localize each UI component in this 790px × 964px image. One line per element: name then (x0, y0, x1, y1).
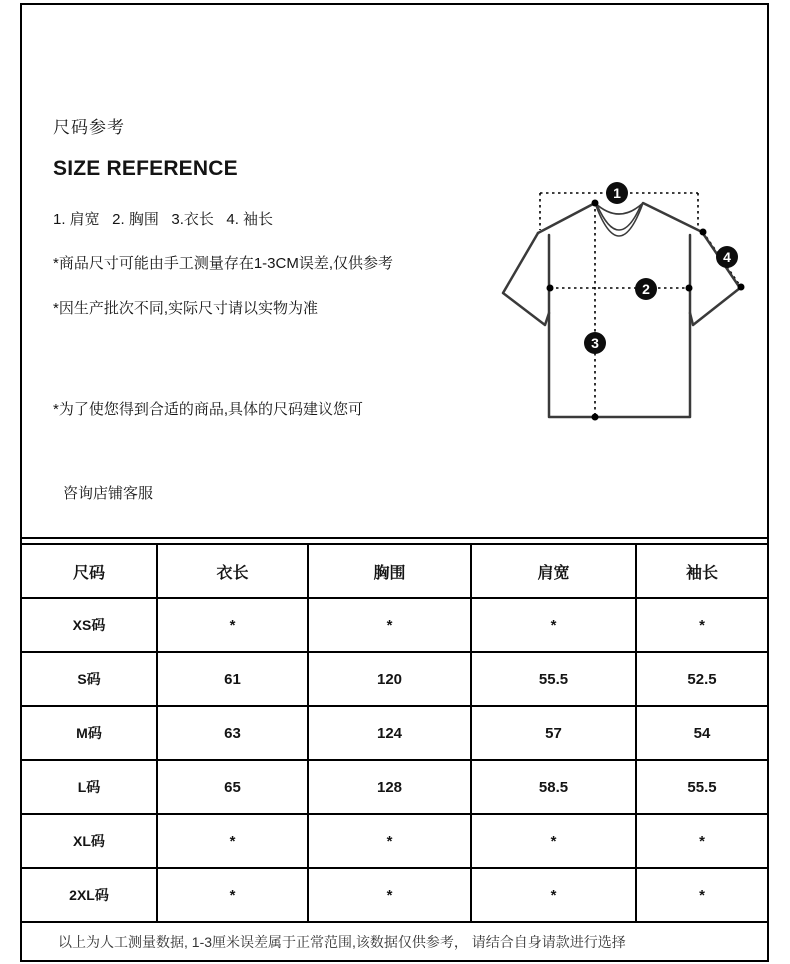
page-title-cn: 尺码参考 (53, 118, 125, 137)
row-label: 2XL码 (22, 869, 158, 923)
page-title-en: SIZE REFERENCE (53, 157, 238, 180)
col-header-chest: 胸围 (309, 545, 472, 599)
badge-chest-label: 2 (642, 281, 650, 297)
row-label: XL码 (22, 815, 158, 869)
note-contact-service (53, 340, 363, 564)
table-cell: * (309, 599, 472, 653)
table-cell: 52.5 (637, 653, 767, 707)
col-header-size: 尺码 (22, 545, 158, 599)
table-cell: 128 (309, 761, 472, 815)
col-header-shoulder: 肩宽 (472, 545, 637, 599)
table-cell: * (637, 869, 767, 923)
table-cell: 120 (309, 653, 472, 707)
table-cell: * (158, 815, 309, 869)
table-cell: 63 (158, 707, 309, 761)
measurement-legend: 1. 肩宽 2. 胸围 3.衣长 4. 袖长 (53, 211, 274, 228)
table-cell: 124 (309, 707, 472, 761)
note-batch-difference: *因生产批次不同,实际尺寸请以实物为准 (53, 300, 319, 317)
badge-sleeve (716, 246, 738, 268)
table-cell: * (472, 869, 637, 923)
table-cell: * (637, 599, 767, 653)
table-cell: * (472, 599, 637, 653)
table-cell: * (158, 599, 309, 653)
note-contact-service-line1: *为了使您得到合适的商品,具体的尺码建议您可 (53, 401, 364, 418)
page-frame (20, 3, 769, 962)
measurement-endpoint-dots (547, 200, 745, 421)
col-header-length: 衣长 (158, 545, 309, 599)
badge-sleeve-label: 4 (723, 249, 731, 265)
table-cell: 58.5 (472, 761, 637, 815)
table-cell: 65 (158, 761, 309, 815)
measurement-dotted-lines (540, 193, 741, 417)
size-table (22, 543, 767, 960)
table-cell: * (309, 815, 472, 869)
note-measure-error: *商品尺寸可能由手工测量存在1-3CM误差,仅供参考 (53, 255, 394, 272)
row-label: L码 (22, 761, 158, 815)
table-cell: * (158, 869, 309, 923)
badge-shoulder (606, 182, 628, 204)
badge-chest (635, 278, 657, 300)
tshirt-measurement-diagram (470, 172, 770, 452)
table-cell: 54 (637, 707, 767, 761)
row-label: XS码 (22, 599, 158, 653)
table-cell: 61 (158, 653, 309, 707)
collar-lines (595, 203, 643, 236)
badge-length (584, 332, 606, 354)
table-cell: * (472, 815, 637, 869)
badge-shoulder-label: 1 (613, 185, 621, 201)
table-cell: 55.5 (637, 761, 767, 815)
table-top-divider (22, 537, 767, 539)
table-cell: * (637, 815, 767, 869)
col-header-sleeve: 袖长 (637, 545, 767, 599)
table-cell: 57 (472, 707, 637, 761)
table-cell: 55.5 (472, 653, 637, 707)
table-footer-note: 以上为人工测量数据, 1-3厘米误差属于正常范围,该数据仅供参考， 请结合自身请款进行选择 (58, 933, 626, 950)
note-contact-service-line2: 咨询店铺客服 (63, 485, 154, 502)
row-label: M码 (22, 707, 158, 761)
table-cell: * (309, 869, 472, 923)
badge-length-label: 3 (591, 335, 599, 351)
row-label: S码 (22, 653, 158, 707)
